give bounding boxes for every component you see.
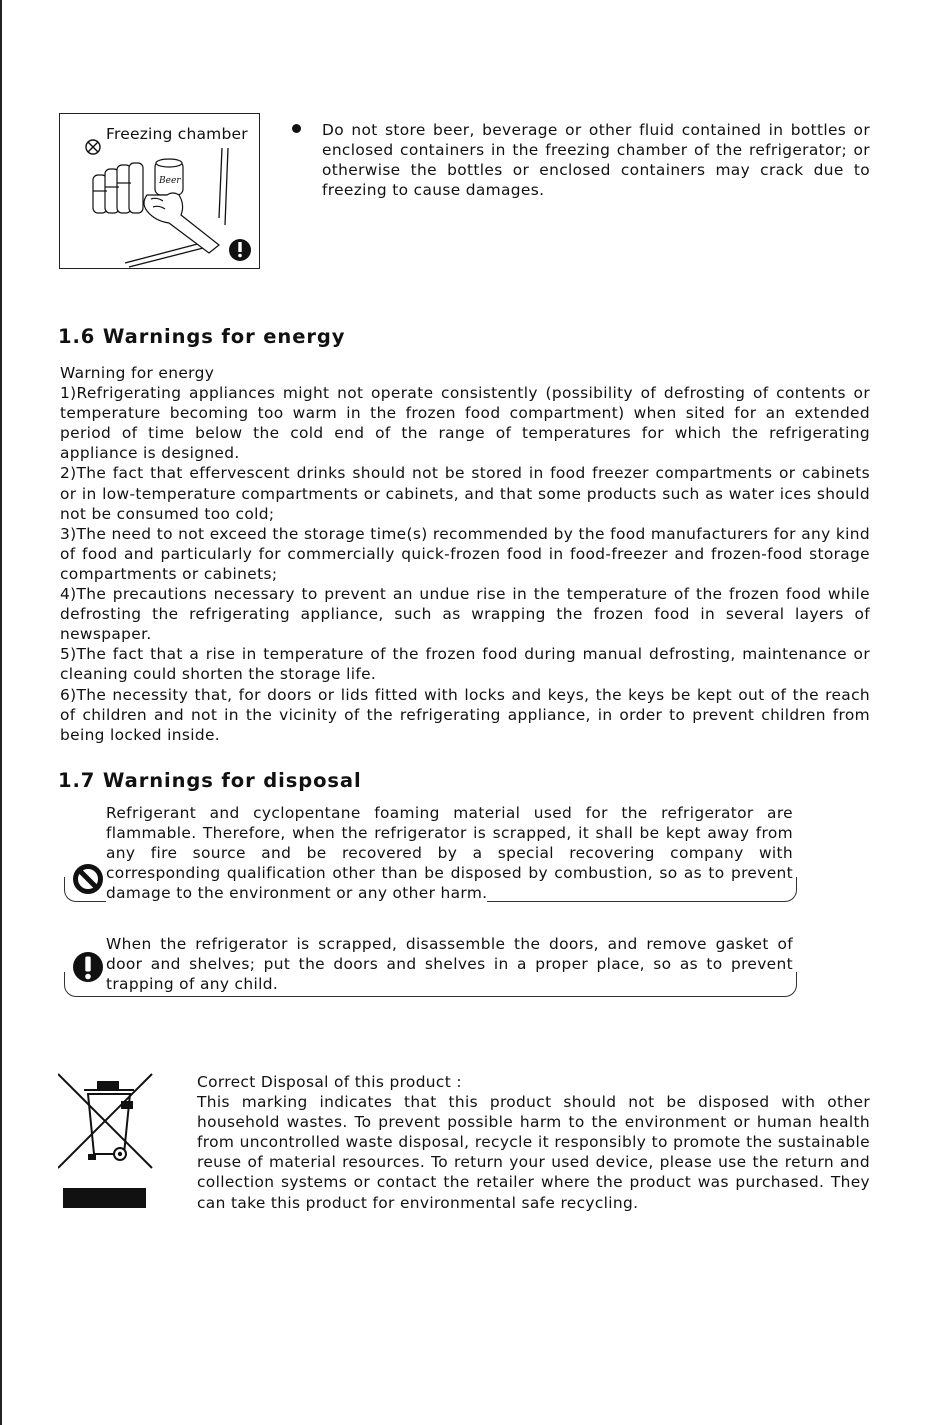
energy-item-1: 1)Refrigerating appliances might not operate consistently (possibility of defrosting of contents or temperature becoming too warm in the frozen food compartment) when sited for an extended period of time below the cold end of the range of temperatures for which the refrigerating appliance is designed. <box>60 384 870 463</box>
beer-storage-warning: Do not store beer, beverage or other fluid contained in bottles or enclosed containers in the freezing chamber of the refrigerator; or otherwise the bottles or enclosed containers may crack due to freezing to cause damages. <box>322 121 870 200</box>
energy-intro: Warning for energy <box>60 364 215 382</box>
energy-item-2: 2)The fact that effervescent drinks should not be stored in food freezer compartments or cabinets or in low-temperature compartments or cabinets, and that some products such as water ices should not be consumed too cold; <box>60 464 870 523</box>
black-bar <box>63 1188 146 1208</box>
scrap-notice-text: When the refrigerator is scrapped, disassemble the doors, and remove gasket of door and shelves; put the doors and shelves in a proper place, so as to prevent trapping of any child. <box>106 935 793 994</box>
correct-disposal-section <box>197 1072 870 1213</box>
prohibited-icon <box>86 140 100 154</box>
exclamation-icon <box>71 950 105 984</box>
page-edge <box>0 0 2 1425</box>
energy-heading: 1.6 Warnings for energy <box>58 325 346 348</box>
bottles-icon <box>93 163 143 213</box>
beer-can-label: Beer <box>159 176 181 186</box>
energy-item-5: 5)The fact that a rise in temperature of the frozen food during manual defrosting, maintenance or cleaning could shorten the storage life. <box>60 645 870 684</box>
energy-item-3: 3)The need to not exceed the storage time(s) recommended by the food manufacturers for any kind of food and particularly for commercially quick-frozen food in food-freezer and frozen-food storage compartments or cabinets; <box>60 524 870 583</box>
crossed-out-bin-icon <box>58 1072 154 1170</box>
energy-warnings <box>60 363 870 745</box>
scrap-notice <box>106 934 793 994</box>
disposal-heading: 1.7 Warnings for disposal <box>58 769 362 792</box>
refrigerant-notice-text: Refrigerant and cyclopentane foaming material used for the refrigerator are flammable. Therefore, when the refrigerator is scrapped, it shall be kept away from any fire source and be recovered by a special recovering company with corresponding qualification other than be disposed by combustion, so as to prevent damage to the environment or any other harm. <box>106 804 793 903</box>
warning-icon <box>229 239 251 261</box>
correct-disposal-body: This marking indicates that this product should not be disposed with other household wastes. To prevent possible harm to the environment or human health from uncontrolled waste disposal, recycle it responsibly to promote the sustainable reuse of material resources. To return your used device, please use the return and collection systems or contact the retailer where the product was purchased. They can take this product for environmental safe recycling. <box>197 1093 870 1212</box>
energy-item-6: 6)The necessity that, for doors or lids fitted with locks and keys, the keys be kept out of the reach of children and not in the vicinity of the refrigerating appliance, in order to prevent children from being locked inside. <box>60 685 870 744</box>
refrigerant-notice <box>106 803 793 903</box>
energy-item-4: 4)The precautions necessary to prevent an undue rise in the temperature of the frozen food while defrosting the refrigerating appliance, such as wrapping the frozen food in several layers of newspaper. <box>60 585 870 644</box>
hand-icon <box>144 193 219 253</box>
no-fire-icon <box>72 863 104 895</box>
correct-disposal-title: Correct Disposal of this product : <box>197 1073 462 1091</box>
freezing-chamber-label: Freezing chamber <box>106 125 248 143</box>
bullet-icon <box>292 124 301 133</box>
